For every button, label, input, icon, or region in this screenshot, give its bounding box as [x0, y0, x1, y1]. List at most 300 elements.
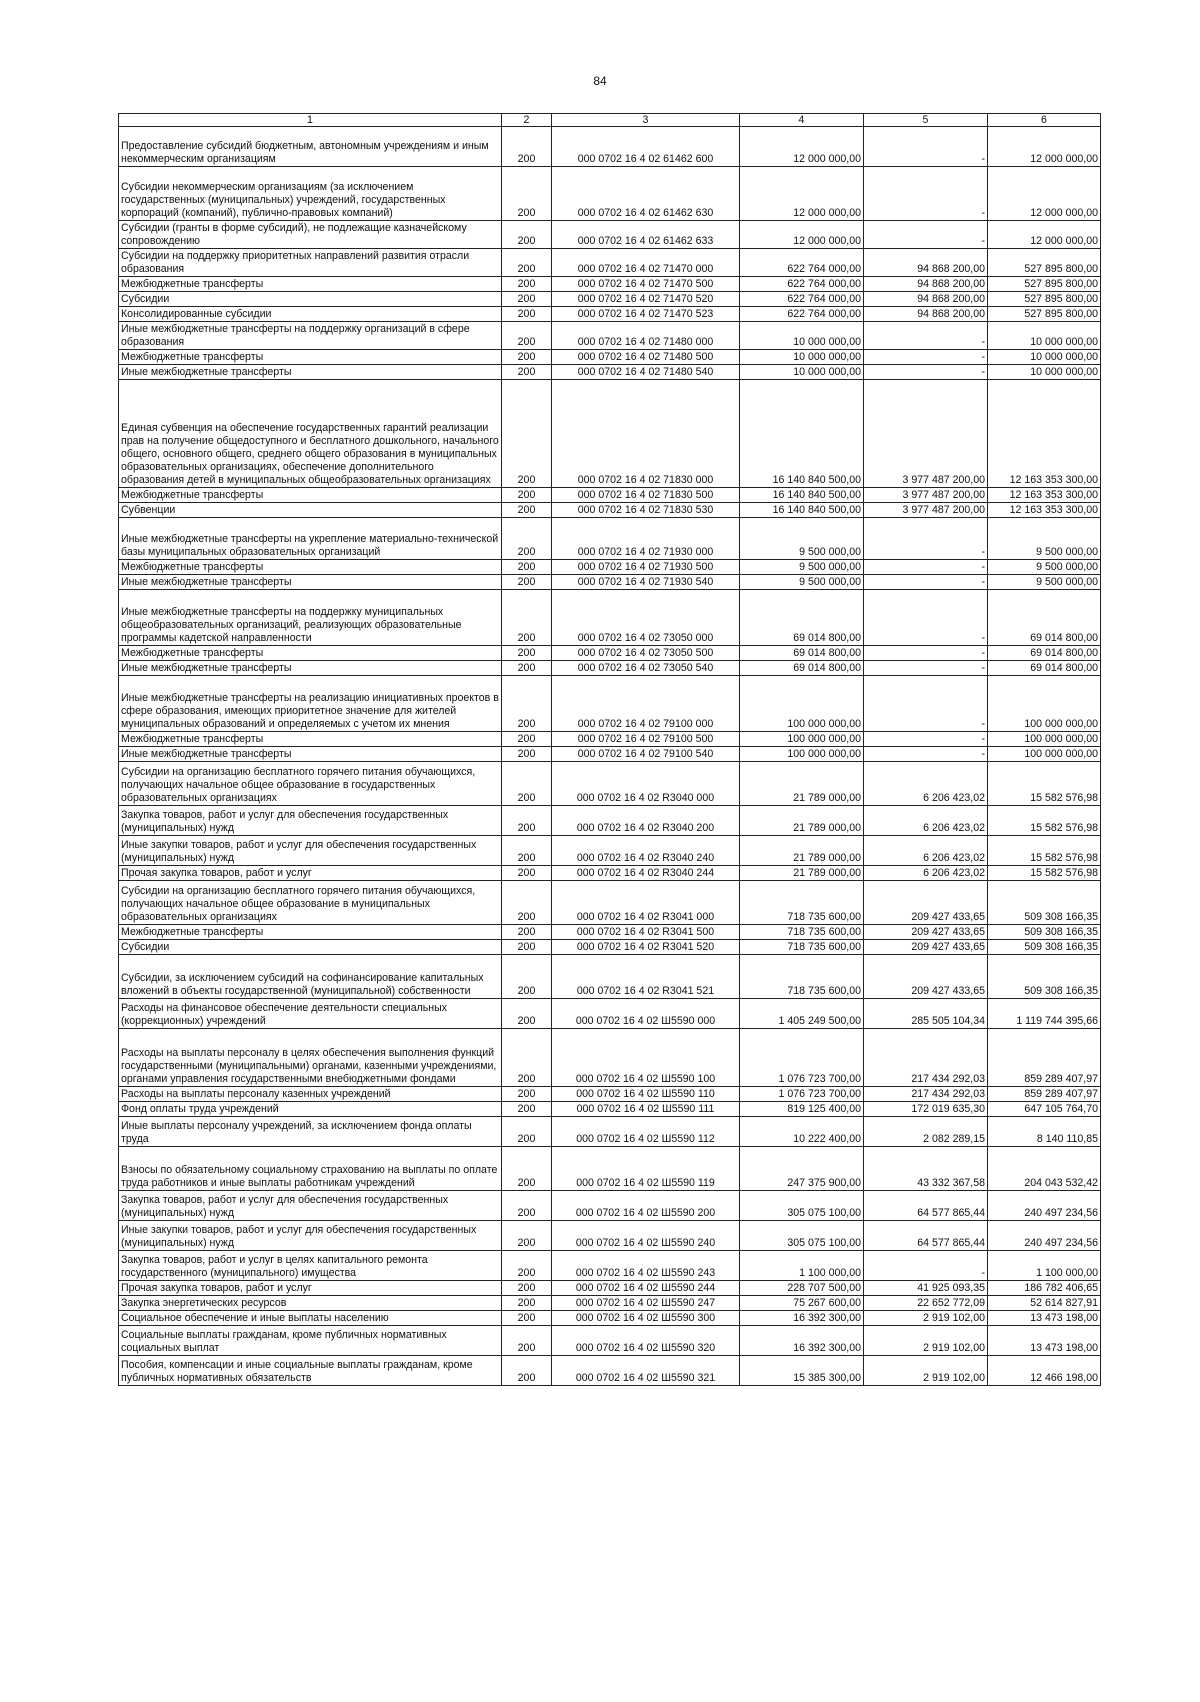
row-admin-code-cell: 200 [502, 836, 552, 866]
row-budget-code-cell: 000 0702 16 4 02 71830 000 [552, 380, 740, 488]
row-unexecuted-cell: 52 614 827,91 [988, 1296, 1101, 1311]
row-approved-cell: 622 764 000,00 [740, 307, 864, 322]
row-name-cell: Закупка товаров, работ и услуг в целях капитального ремонта государственного (муниципального) имущества [119, 1251, 502, 1281]
row-executed-cell: 172 019 635,30 [864, 1102, 988, 1117]
row-budget-code-cell: 000 0702 16 4 02 R3040 000 [552, 762, 740, 806]
row-budget-code-cell: 000 0702 16 4 02 Ш5590 112 [552, 1117, 740, 1147]
row-budget-code-cell: 000 0702 16 4 02 71830 500 [552, 488, 740, 503]
table-row [119, 167, 1101, 221]
row-name-cell: Межбюджетные трансферты [119, 488, 502, 503]
row-executed-cell: 209 427 433,65 [864, 881, 988, 925]
row-budget-code-cell: 000 0702 16 4 02 71930 000 [552, 518, 740, 560]
row-executed-cell: - [864, 747, 988, 762]
row-approved-cell: 622 764 000,00 [740, 292, 864, 307]
row-unexecuted-cell: 100 000 000,00 [988, 676, 1101, 732]
row-admin-code-cell: 200 [502, 1117, 552, 1147]
row-name-cell: Субсидии [119, 940, 502, 955]
row-unexecuted-cell: 859 289 407,97 [988, 1029, 1101, 1087]
row-approved-cell: 12 000 000,00 [740, 221, 864, 249]
table-row [119, 661, 1101, 676]
row-approved-cell: 718 735 600,00 [740, 940, 864, 955]
row-name-cell: Расходы на выплаты персоналу в целях обеспечения выполнения функций государственными (муниципальными) органами, казенными учреждениями, органами управления государственными внебюджетными фондами [119, 1029, 502, 1087]
row-executed-cell: - [864, 661, 988, 676]
row-admin-code-cell: 200 [502, 488, 552, 503]
row-admin-code-cell: 200 [502, 866, 552, 881]
row-executed-cell: - [864, 322, 988, 350]
row-executed-cell: 3 977 487 200,00 [864, 488, 988, 503]
row-unexecuted-cell: 527 895 800,00 [988, 249, 1101, 277]
row-executed-cell: - [864, 590, 988, 646]
row-admin-code-cell: 200 [502, 661, 552, 676]
row-unexecuted-cell: 13 473 198,00 [988, 1311, 1101, 1326]
table-row [119, 1221, 1101, 1251]
row-approved-cell: 819 125 400,00 [740, 1102, 864, 1117]
row-unexecuted-cell: 186 782 406,65 [988, 1281, 1101, 1296]
row-name-cell: Иные выплаты персоналу учреждений, за исключением фонда оплаты труда [119, 1117, 502, 1147]
row-name-cell: Социальные выплаты гражданам, кроме публичных нормативных социальных выплат [119, 1326, 502, 1356]
row-unexecuted-cell: 100 000 000,00 [988, 732, 1101, 747]
row-approved-cell: 10 000 000,00 [740, 365, 864, 380]
row-approved-cell: 1 076 723 700,00 [740, 1029, 864, 1087]
table-row [119, 955, 1101, 999]
row-admin-code-cell: 200 [502, 1102, 552, 1117]
row-unexecuted-cell: 8 140 110,85 [988, 1117, 1101, 1147]
row-admin-code-cell: 200 [502, 806, 552, 836]
header-cell-5: 5 [864, 114, 988, 127]
row-executed-cell: - [864, 518, 988, 560]
row-approved-cell: 100 000 000,00 [740, 747, 864, 762]
row-admin-code-cell: 200 [502, 940, 552, 955]
table-row [119, 365, 1101, 380]
row-name-cell: Единая субвенция на обеспечение государственных гарантий реализации прав на получение общедоступного и бесплатного дошкольного, начального общего, основного общего, среднего общего образования в муниципальных образовательных организациях, обеспечение дополнительного образования детей в муниципальных общеобразовательных организациях [119, 380, 502, 488]
row-budget-code-cell: 000 0702 16 4 02 R3041 521 [552, 955, 740, 999]
row-approved-cell: 100 000 000,00 [740, 676, 864, 732]
row-budget-code-cell: 000 0702 16 4 02 61462 633 [552, 221, 740, 249]
row-unexecuted-cell: 12 163 353 300,00 [988, 503, 1101, 518]
table-row [119, 590, 1101, 646]
row-name-cell: Социальное обеспечение и иные выплаты населению [119, 1311, 502, 1326]
row-approved-cell: 9 500 000,00 [740, 575, 864, 590]
row-executed-cell: 209 427 433,65 [864, 940, 988, 955]
table-row [119, 322, 1101, 350]
table-row [119, 488, 1101, 503]
row-name-cell: Субвенции [119, 503, 502, 518]
row-budget-code-cell: 000 0702 16 4 02 Ш5590 111 [552, 1102, 740, 1117]
row-admin-code-cell: 200 [502, 955, 552, 999]
row-name-cell: Иные межбюджетные трансферты на поддержку муниципальных общеобразовательных организаций, реализующих образовательные программы кадетской направленности [119, 590, 502, 646]
row-unexecuted-cell: 509 308 166,35 [988, 925, 1101, 940]
row-unexecuted-cell: 69 014 800,00 [988, 661, 1101, 676]
row-name-cell: Субсидии некоммерческим организациям (за исключением государственных (муниципальных) учреждений, государственных корпораций (компаний), публично-правовых компаний) [119, 167, 502, 221]
table-row [119, 575, 1101, 590]
row-approved-cell: 100 000 000,00 [740, 732, 864, 747]
table-row [119, 1326, 1101, 1356]
row-budget-code-cell: 000 0702 16 4 02 Ш5590 320 [552, 1326, 740, 1356]
row-name-cell: Предоставление субсидий бюджетным, автономным учреждениям и иным некоммерческим организациям [119, 127, 502, 167]
row-executed-cell: - [864, 732, 988, 747]
row-name-cell: Иные межбюджетные трансферты [119, 747, 502, 762]
row-admin-code-cell: 200 [502, 249, 552, 277]
row-unexecuted-cell: 204 043 532,42 [988, 1147, 1101, 1191]
table-row [119, 925, 1101, 940]
row-unexecuted-cell: 9 500 000,00 [988, 518, 1101, 560]
row-name-cell: Межбюджетные трансферты [119, 732, 502, 747]
table-row [119, 1117, 1101, 1147]
row-approved-cell: 305 075 100,00 [740, 1191, 864, 1221]
header-cell-1: 1 [119, 114, 502, 127]
row-admin-code-cell: 200 [502, 560, 552, 575]
row-admin-code-cell: 200 [502, 350, 552, 365]
table-row [119, 277, 1101, 292]
row-name-cell: Субсидии на организацию бесплатного горячего питания обучающихся, получающих начальное общее образование в муниципальных образовательных организациях [119, 881, 502, 925]
row-approved-cell: 305 075 100,00 [740, 1221, 864, 1251]
table-row [119, 518, 1101, 560]
row-admin-code-cell: 200 [502, 762, 552, 806]
row-admin-code-cell: 200 [502, 925, 552, 940]
row-executed-cell: - [864, 127, 988, 167]
row-unexecuted-cell: 240 497 234,56 [988, 1221, 1101, 1251]
row-budget-code-cell: 000 0702 16 4 02 71480 500 [552, 350, 740, 365]
row-name-cell: Межбюджетные трансферты [119, 646, 502, 661]
row-unexecuted-cell: 527 895 800,00 [988, 292, 1101, 307]
row-executed-cell: 6 206 423,02 [864, 866, 988, 881]
row-unexecuted-cell: 1 119 744 395,66 [988, 999, 1101, 1029]
row-admin-code-cell: 200 [502, 307, 552, 322]
table-row [119, 1147, 1101, 1191]
row-name-cell: Закупка товаров, работ и услуг для обеспечения государственных (муниципальных) нужд [119, 806, 502, 836]
row-approved-cell: 69 014 800,00 [740, 661, 864, 676]
row-executed-cell: 6 206 423,02 [864, 806, 988, 836]
row-unexecuted-cell: 527 895 800,00 [988, 307, 1101, 322]
row-executed-cell: 41 925 093,35 [864, 1281, 988, 1296]
row-name-cell: Фонд оплаты труда учреждений [119, 1102, 502, 1117]
table-row [119, 806, 1101, 836]
table-row [119, 503, 1101, 518]
row-budget-code-cell: 000 0702 16 4 02 Ш5590 243 [552, 1251, 740, 1281]
row-unexecuted-cell: 10 000 000,00 [988, 350, 1101, 365]
row-budget-code-cell: 000 0702 16 4 02 R3041 500 [552, 925, 740, 940]
row-budget-code-cell: 000 0702 16 4 02 71470 520 [552, 292, 740, 307]
row-admin-code-cell: 200 [502, 575, 552, 590]
row-budget-code-cell: 000 0702 16 4 02 R3040 200 [552, 806, 740, 836]
row-approved-cell: 21 789 000,00 [740, 762, 864, 806]
row-admin-code-cell: 200 [502, 1191, 552, 1221]
row-budget-code-cell: 000 0702 16 4 02 R3040 240 [552, 836, 740, 866]
row-budget-code-cell: 000 0702 16 4 02 R3040 244 [552, 866, 740, 881]
row-executed-cell: 64 577 865,44 [864, 1221, 988, 1251]
row-unexecuted-cell: 1 100 000,00 [988, 1251, 1101, 1281]
page-number: 84 [593, 74, 607, 88]
row-budget-code-cell: 000 0702 16 4 02 71470 000 [552, 249, 740, 277]
row-budget-code-cell: 000 0702 16 4 02 73050 500 [552, 646, 740, 661]
row-admin-code-cell: 200 [502, 518, 552, 560]
row-executed-cell: 217 434 292,03 [864, 1087, 988, 1102]
row-admin-code-cell: 200 [502, 1281, 552, 1296]
row-unexecuted-cell: 15 582 576,98 [988, 866, 1101, 881]
row-approved-cell: 1 100 000,00 [740, 1251, 864, 1281]
row-executed-cell: - [864, 365, 988, 380]
row-unexecuted-cell: 12 163 353 300,00 [988, 380, 1101, 488]
row-approved-cell: 21 789 000,00 [740, 806, 864, 836]
row-budget-code-cell: 000 0702 16 4 02 79100 500 [552, 732, 740, 747]
table-row [119, 1191, 1101, 1221]
table-row [119, 999, 1101, 1029]
table-row [119, 940, 1101, 955]
table-row [119, 1102, 1101, 1117]
row-approved-cell: 622 764 000,00 [740, 277, 864, 292]
row-approved-cell: 718 735 600,00 [740, 955, 864, 999]
row-executed-cell: - [864, 350, 988, 365]
row-budget-code-cell: 000 0702 16 4 02 Ш5590 110 [552, 1087, 740, 1102]
row-admin-code-cell: 200 [502, 1251, 552, 1281]
row-approved-cell: 12 000 000,00 [740, 167, 864, 221]
row-approved-cell: 247 375 900,00 [740, 1147, 864, 1191]
row-approved-cell: 15 385 300,00 [740, 1356, 864, 1386]
row-executed-cell: 217 434 292,03 [864, 1029, 988, 1087]
row-approved-cell: 16 392 300,00 [740, 1326, 864, 1356]
row-name-cell: Закупка энергетических ресурсов [119, 1296, 502, 1311]
row-name-cell: Иные межбюджетные трансферты [119, 365, 502, 380]
row-admin-code-cell: 200 [502, 365, 552, 380]
table-row [119, 1296, 1101, 1311]
row-admin-code-cell: 200 [502, 322, 552, 350]
header-row [119, 114, 1101, 127]
table-row [119, 866, 1101, 881]
row-executed-cell: 94 868 200,00 [864, 307, 988, 322]
row-admin-code-cell: 200 [502, 646, 552, 661]
row-executed-cell: 94 868 200,00 [864, 292, 988, 307]
row-approved-cell: 12 000 000,00 [740, 127, 864, 167]
row-approved-cell: 69 014 800,00 [740, 590, 864, 646]
row-budget-code-cell: 000 0702 16 4 02 Ш5590 119 [552, 1147, 740, 1191]
row-name-cell: Межбюджетные трансферты [119, 350, 502, 365]
row-admin-code-cell: 200 [502, 221, 552, 249]
table-row [119, 676, 1101, 732]
row-admin-code-cell: 200 [502, 127, 552, 167]
table-row [119, 560, 1101, 575]
row-admin-code-cell: 200 [502, 999, 552, 1029]
row-admin-code-cell: 200 [502, 1296, 552, 1311]
header-cell-3: 3 [552, 114, 740, 127]
row-budget-code-cell: 000 0702 16 4 02 61462 630 [552, 167, 740, 221]
row-executed-cell: 94 868 200,00 [864, 249, 988, 277]
row-budget-code-cell: 000 0702 16 4 02 73050 000 [552, 590, 740, 646]
table-row [119, 881, 1101, 925]
table-row [119, 249, 1101, 277]
row-name-cell: Субсидии, за исключением субсидий на софинансирование капитальных вложений в объекты государственной (муниципальной) собственности [119, 955, 502, 999]
row-name-cell: Иные закупки товаров, работ и услуг для обеспечения государственных (муниципальных) нужд [119, 836, 502, 866]
row-executed-cell: 2 919 102,00 [864, 1356, 988, 1386]
row-unexecuted-cell: 69 014 800,00 [988, 646, 1101, 661]
row-admin-code-cell: 200 [502, 1326, 552, 1356]
row-admin-code-cell: 200 [502, 1311, 552, 1326]
row-executed-cell: - [864, 560, 988, 575]
row-approved-cell: 1 405 249 500,00 [740, 999, 864, 1029]
row-name-cell: Расходы на финансовое обеспечение деятельности специальных (коррекционных) учреждений [119, 999, 502, 1029]
row-admin-code-cell: 200 [502, 167, 552, 221]
row-admin-code-cell: 200 [502, 732, 552, 747]
row-unexecuted-cell: 12 000 000,00 [988, 127, 1101, 167]
row-executed-cell: - [864, 1251, 988, 1281]
row-name-cell: Консолидированные субсидии [119, 307, 502, 322]
table-body [119, 127, 1101, 1386]
row-approved-cell: 9 500 000,00 [740, 518, 864, 560]
row-unexecuted-cell: 509 308 166,35 [988, 940, 1101, 955]
table-row [119, 1251, 1101, 1281]
row-executed-cell: 3 977 487 200,00 [864, 503, 988, 518]
row-name-cell: Межбюджетные трансферты [119, 277, 502, 292]
row-executed-cell: - [864, 646, 988, 661]
row-name-cell: Иные закупки товаров, работ и услуг для обеспечения государственных (муниципальных) нужд [119, 1221, 502, 1251]
row-name-cell: Иные межбюджетные трансферты на укрепление материально-технической базы муниципальных образовательных организаций [119, 518, 502, 560]
table-row [119, 1311, 1101, 1326]
row-unexecuted-cell: 13 473 198,00 [988, 1326, 1101, 1356]
row-name-cell: Прочая закупка товаров, работ и услуг [119, 866, 502, 881]
table-row [119, 221, 1101, 249]
row-approved-cell: 16 392 300,00 [740, 1311, 864, 1326]
row-budget-code-cell: 000 0702 16 4 02 71930 540 [552, 575, 740, 590]
row-budget-code-cell: 000 0702 16 4 02 Ш5590 321 [552, 1356, 740, 1386]
row-admin-code-cell: 200 [502, 747, 552, 762]
row-name-cell: Иные межбюджетные трансферты [119, 661, 502, 676]
row-name-cell: Иные межбюджетные трансферты [119, 575, 502, 590]
row-budget-code-cell: 000 0702 16 4 02 Ш5590 240 [552, 1221, 740, 1251]
row-admin-code-cell: 200 [502, 1221, 552, 1251]
table-row [119, 732, 1101, 747]
row-approved-cell: 16 140 840 500,00 [740, 488, 864, 503]
budget-table [118, 113, 1101, 1386]
row-budget-code-cell: 000 0702 16 4 02 79100 540 [552, 747, 740, 762]
row-executed-cell: 6 206 423,02 [864, 836, 988, 866]
row-name-cell: Прочая закупка товаров, работ и услуг [119, 1281, 502, 1296]
table-row [119, 836, 1101, 866]
row-approved-cell: 228 707 500,00 [740, 1281, 864, 1296]
row-executed-cell: 209 427 433,65 [864, 955, 988, 999]
row-unexecuted-cell: 100 000 000,00 [988, 747, 1101, 762]
row-name-cell: Иные межбюджетные трансферты на поддержку организаций в сфере образования [119, 322, 502, 350]
row-executed-cell: - [864, 221, 988, 249]
row-name-cell: Межбюджетные трансферты [119, 925, 502, 940]
row-approved-cell: 10 000 000,00 [740, 350, 864, 365]
row-executed-cell: 6 206 423,02 [864, 762, 988, 806]
row-budget-code-cell: 000 0702 16 4 02 Ш5590 100 [552, 1029, 740, 1087]
row-admin-code-cell: 200 [502, 1147, 552, 1191]
row-budget-code-cell: 000 0702 16 4 02 Ш5590 200 [552, 1191, 740, 1221]
table-row [119, 1356, 1101, 1386]
row-budget-code-cell: 000 0702 16 4 02 61462 600 [552, 127, 740, 167]
row-name-cell: Субсидии [119, 292, 502, 307]
row-name-cell: Субсидии на организацию бесплатного горячего питания обучающихся, получающих начальное общее образование в государственных образовательных организациях [119, 762, 502, 806]
row-budget-code-cell: 000 0702 16 4 02 71470 500 [552, 277, 740, 292]
row-unexecuted-cell: 15 582 576,98 [988, 836, 1101, 866]
table-row [119, 1281, 1101, 1296]
row-unexecuted-cell: 12 466 198,00 [988, 1356, 1101, 1386]
row-unexecuted-cell: 12 163 353 300,00 [988, 488, 1101, 503]
row-approved-cell: 10 222 400,00 [740, 1117, 864, 1147]
row-unexecuted-cell: 509 308 166,35 [988, 881, 1101, 925]
row-budget-code-cell: 000 0702 16 4 02 73050 540 [552, 661, 740, 676]
row-budget-code-cell: 000 0702 16 4 02 Ш5590 244 [552, 1281, 740, 1296]
row-approved-cell: 75 267 600,00 [740, 1296, 864, 1311]
header-cell-4: 4 [740, 114, 864, 127]
row-name-cell: Субсидии на поддержку приоритетных направлений развития отрасли образования [119, 249, 502, 277]
row-executed-cell: 2 082 289,15 [864, 1117, 988, 1147]
row-unexecuted-cell: 859 289 407,97 [988, 1087, 1101, 1102]
row-budget-code-cell: 000 0702 16 4 02 71470 523 [552, 307, 740, 322]
row-budget-code-cell: 000 0702 16 4 02 71930 500 [552, 560, 740, 575]
row-admin-code-cell: 200 [502, 1029, 552, 1087]
row-admin-code-cell: 200 [502, 380, 552, 488]
row-executed-cell: - [864, 575, 988, 590]
header-cell-6: 6 [988, 114, 1101, 127]
row-executed-cell: 94 868 200,00 [864, 277, 988, 292]
row-unexecuted-cell: 527 895 800,00 [988, 277, 1101, 292]
row-approved-cell: 718 735 600,00 [740, 881, 864, 925]
table-row [119, 762, 1101, 806]
row-executed-cell: - [864, 167, 988, 221]
row-unexecuted-cell: 15 582 576,98 [988, 806, 1101, 836]
table-row [119, 1029, 1101, 1087]
row-name-cell: Межбюджетные трансферты [119, 560, 502, 575]
row-admin-code-cell: 200 [502, 590, 552, 646]
row-unexecuted-cell: 69 014 800,00 [988, 590, 1101, 646]
row-unexecuted-cell: 12 000 000,00 [988, 221, 1101, 249]
row-approved-cell: 9 500 000,00 [740, 560, 864, 575]
row-executed-cell: 22 652 772,09 [864, 1296, 988, 1311]
row-budget-code-cell: 000 0702 16 4 02 71830 530 [552, 503, 740, 518]
row-executed-cell: 2 919 102,00 [864, 1311, 988, 1326]
table-row [119, 127, 1101, 167]
row-approved-cell: 718 735 600,00 [740, 925, 864, 940]
row-budget-code-cell: 000 0702 16 4 02 Ш5590 247 [552, 1296, 740, 1311]
row-budget-code-cell: 000 0702 16 4 02 Ш5590 300 [552, 1311, 740, 1326]
table-row [119, 307, 1101, 322]
row-approved-cell: 16 140 840 500,00 [740, 380, 864, 488]
row-budget-code-cell: 000 0702 16 4 02 R3041 520 [552, 940, 740, 955]
row-budget-code-cell: 000 0702 16 4 02 79100 000 [552, 676, 740, 732]
row-admin-code-cell: 200 [502, 676, 552, 732]
row-approved-cell: 21 789 000,00 [740, 866, 864, 881]
row-unexecuted-cell: 12 000 000,00 [988, 167, 1101, 221]
row-approved-cell: 1 076 723 700,00 [740, 1087, 864, 1102]
row-executed-cell: 285 505 104,34 [864, 999, 988, 1029]
row-admin-code-cell: 200 [502, 277, 552, 292]
row-budget-code-cell: 000 0702 16 4 02 71480 540 [552, 365, 740, 380]
row-unexecuted-cell: 15 582 576,98 [988, 762, 1101, 806]
row-executed-cell: 64 577 865,44 [864, 1191, 988, 1221]
table-row [119, 292, 1101, 307]
row-executed-cell: 43 332 367,58 [864, 1147, 988, 1191]
row-unexecuted-cell: 9 500 000,00 [988, 560, 1101, 575]
row-admin-code-cell: 200 [502, 1356, 552, 1386]
header-cell-2: 2 [502, 114, 552, 127]
row-budget-code-cell: 000 0702 16 4 02 R3041 000 [552, 881, 740, 925]
row-executed-cell: - [864, 676, 988, 732]
row-admin-code-cell: 200 [502, 1087, 552, 1102]
table-row [119, 380, 1101, 488]
table-row [119, 646, 1101, 661]
row-unexecuted-cell: 647 105 764,70 [988, 1102, 1101, 1117]
row-executed-cell: 3 977 487 200,00 [864, 380, 988, 488]
row-name-cell: Закупка товаров, работ и услуг для обеспечения государственных (муниципальных) нужд [119, 1191, 502, 1221]
row-name-cell: Субсидии (гранты в форме субсидий), не подлежащие казначейскому сопровождению [119, 221, 502, 249]
row-approved-cell: 10 000 000,00 [740, 322, 864, 350]
row-admin-code-cell: 200 [502, 292, 552, 307]
table-row [119, 1087, 1101, 1102]
row-name-cell: Пособия, компенсации и иные социальные выплаты гражданам, кроме публичных нормативных обязательств [119, 1356, 502, 1386]
row-approved-cell: 16 140 840 500,00 [740, 503, 864, 518]
row-admin-code-cell: 200 [502, 503, 552, 518]
